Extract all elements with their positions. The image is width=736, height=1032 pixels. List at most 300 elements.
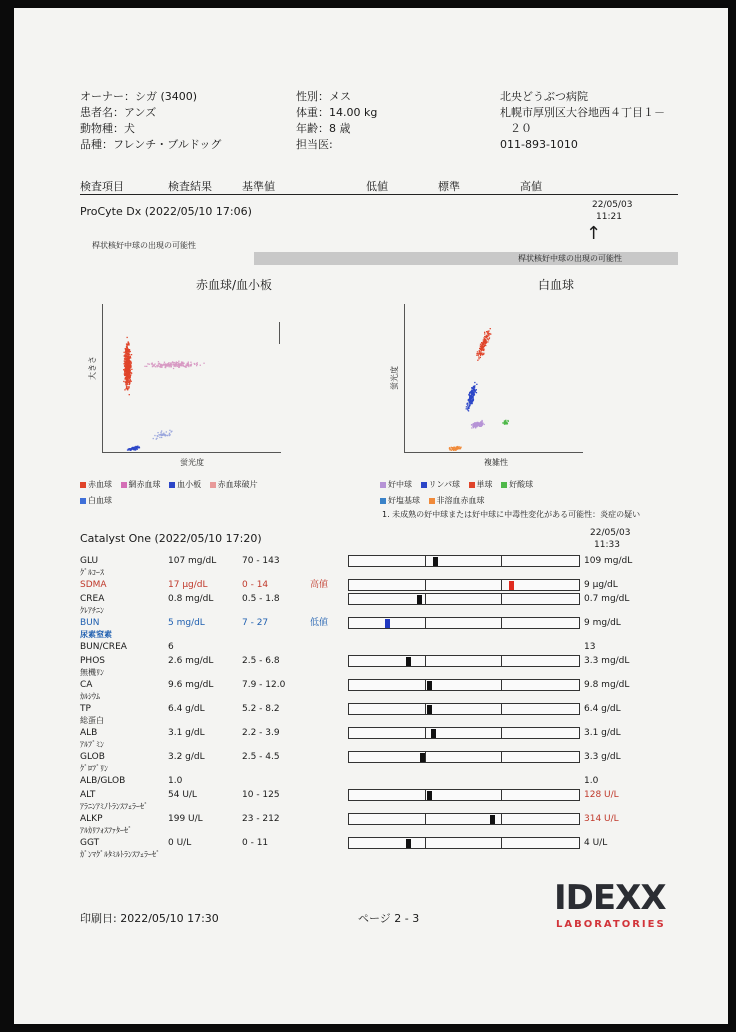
idexx-logo-sub: LABORATORIES (556, 919, 666, 930)
retic-point (152, 363, 153, 364)
analyte-result: 199 U/L (168, 814, 203, 824)
rbc-point (126, 349, 127, 350)
rbc-point (124, 352, 125, 353)
mono-point (482, 348, 483, 349)
rbc-point (129, 361, 130, 362)
sex: 性別：メス (296, 90, 351, 103)
analyte-subname: 尿素窒素 (80, 630, 112, 639)
legend-neut: 好中球 (388, 480, 412, 489)
result-marker (431, 729, 436, 738)
range-divider (425, 838, 426, 848)
frag-point (169, 430, 170, 431)
analyte-reference: 70 - 143 (242, 556, 280, 566)
mono-point (479, 350, 480, 351)
rbc-point (130, 379, 131, 380)
mono-point (487, 341, 488, 342)
frag-point (171, 431, 172, 432)
analyte-subname: ｱﾗﾆﾝｱﾐﾉﾄﾗﾝｽﾌｪﾗｰｾﾞ (80, 802, 148, 811)
analyte-result: 107 mg/dL (168, 556, 217, 566)
legend-swatch-red (80, 482, 86, 488)
result-marker (427, 705, 432, 714)
range-divider (501, 814, 502, 824)
page-number: ページ 2 - 3 (358, 912, 420, 925)
lymph-point (473, 392, 474, 393)
plot2-scatter (405, 304, 582, 451)
legend-swatch-purple (380, 482, 386, 488)
neut-point (473, 425, 474, 426)
retic-point (163, 364, 164, 365)
range-divider (501, 618, 502, 628)
rbc-point (124, 372, 125, 373)
analyte-name: GGT (80, 838, 100, 848)
range-divider (501, 728, 502, 738)
mono-point (480, 355, 481, 356)
mono-point (484, 336, 485, 337)
catalyst-time: 11:33 (594, 540, 620, 550)
retic-point (159, 366, 160, 367)
analyte-reference: 2.5 - 4.5 (242, 752, 280, 762)
frag-point (156, 438, 157, 439)
range-divider (425, 580, 426, 590)
rbc-point (126, 359, 127, 360)
idexx-logo: IDEXX (554, 878, 666, 918)
analyte-name: CA (80, 680, 93, 690)
plot1-ylabel: 大きさ (88, 356, 97, 380)
rbc-point (126, 363, 127, 364)
clinic-address-1: 札幌市厚別区大谷地西４丁目１－ (500, 106, 665, 119)
retic-point (155, 366, 156, 367)
legend-rbc-frag: 赤血球破片 (217, 480, 258, 489)
plot2-legend-row1 (380, 480, 533, 490)
mono-point (481, 350, 482, 351)
rbc-point (124, 359, 125, 360)
retic-point (188, 363, 189, 364)
retic-point (164, 362, 165, 363)
analyte-result: 2.6 mg/dL (168, 656, 214, 666)
result-marker (433, 557, 438, 566)
retic-point (157, 366, 158, 367)
range-bar (348, 703, 580, 715)
rbc-point (128, 364, 129, 365)
breed: 品種：フレンチ・ブルドッグ (80, 138, 222, 151)
rbc-point (127, 369, 128, 370)
rbc-point (124, 364, 125, 365)
analyte-subname: 無機ﾘﾝ (80, 668, 104, 677)
mono-point (488, 339, 489, 340)
retic-point (203, 363, 204, 364)
neut-point (484, 424, 485, 425)
rbc-point (125, 377, 126, 378)
nrbc-point (450, 449, 451, 450)
lymph-point (472, 403, 473, 404)
neut-point (481, 426, 482, 427)
header-rule (80, 194, 678, 195)
lymph-point (476, 384, 477, 385)
analyte-reference: 7.9 - 12.0 (242, 680, 286, 690)
eos-point (507, 420, 508, 421)
nrbc-point (454, 449, 455, 450)
range-divider (501, 594, 502, 604)
lymph-point (474, 385, 475, 386)
nrbc-point (458, 447, 459, 448)
rbc-point (126, 346, 127, 347)
result-marker (406, 839, 411, 848)
analyte-result: 9.6 mg/dL (168, 680, 214, 690)
neut-point (471, 427, 472, 428)
lymph-point (476, 392, 477, 393)
range-divider (501, 656, 502, 666)
rbc-point (127, 366, 128, 367)
legend-retic: 網赤血球 (128, 480, 161, 489)
analyte-subname: ｱﾙｶﾘﾌｫｽﾌｧﾀｰｾﾞ (80, 826, 132, 835)
rbc-point (126, 375, 127, 376)
frag-point (169, 433, 170, 434)
rbc-point (129, 384, 130, 385)
mono-point (484, 332, 485, 333)
analyte-result: 17 μg/dL (168, 580, 208, 590)
clinic-phone: 011-893-1010 (500, 138, 578, 151)
analyte-flag: 低値 (310, 618, 329, 628)
analyte-result: 5 mg/dL (168, 618, 205, 628)
mono-point (482, 345, 483, 346)
rbc-point (126, 356, 127, 357)
analyte-previous: 1.0 (584, 776, 599, 786)
analyte-previous: 3.3 mg/dL (584, 656, 630, 666)
retic-point (149, 364, 150, 365)
rbc-point (123, 369, 124, 370)
plt-point (131, 448, 132, 449)
range-divider (501, 790, 502, 800)
retic-point (158, 363, 159, 364)
analyte-subname: ｸﾞﾙｺｰｽ (80, 568, 104, 577)
retic-point (188, 362, 189, 363)
range-divider (425, 594, 426, 604)
nrbc-point (449, 448, 450, 449)
report-paper (14, 8, 728, 1024)
result-marker (420, 753, 425, 762)
legend-swatch-mono (469, 482, 475, 488)
retic-point (152, 366, 153, 367)
analyte-name: SDMA (80, 580, 107, 590)
lymph-point (474, 389, 475, 390)
mono-point (479, 348, 480, 349)
legend-plt: 血小板 (177, 480, 202, 489)
frag-point (153, 438, 154, 439)
nrbc-point (455, 447, 456, 448)
range-divider (425, 752, 426, 762)
col-result: 検査結果 (168, 180, 212, 193)
legend-wbc: 白血球 (88, 496, 112, 505)
rbc-point (129, 380, 130, 381)
lymph-point (474, 393, 475, 394)
range-bar (348, 555, 580, 567)
neut-point (477, 422, 478, 423)
col-low: 低値 (366, 180, 388, 193)
rbc-point (128, 351, 129, 352)
retic-point (168, 362, 169, 363)
rbc-point (123, 381, 124, 382)
retic-point (196, 365, 197, 366)
frag-point (160, 432, 161, 433)
retic-point (165, 367, 166, 368)
frag-point (165, 435, 166, 436)
catalyst-title: Catalyst One (2022/05/10 17:20) (80, 532, 262, 545)
analyte-name: PHOS (80, 656, 105, 666)
analyte-previous: 109 mg/dL (584, 556, 633, 566)
owner: オーナー：シガ (3400) (80, 90, 198, 103)
retic-point (159, 364, 160, 365)
lymph-point (466, 408, 467, 409)
nrbc-point (460, 447, 461, 448)
legend-swatch-wbc (80, 498, 86, 504)
retic-point (177, 364, 178, 365)
eos-point (505, 420, 506, 421)
range-divider (425, 790, 426, 800)
retic-point (174, 362, 175, 363)
frag-point (157, 436, 158, 437)
mono-point (488, 335, 489, 336)
rbc-point (125, 354, 126, 355)
rbc-point (127, 372, 128, 373)
analyte-previous: 9 mg/dL (584, 618, 621, 628)
retic-point (178, 361, 179, 362)
neut-point (474, 424, 475, 425)
retic-point (153, 364, 154, 365)
analyte-subname: ｶﾙｼｳﾑ (80, 692, 100, 701)
rbc-point (131, 369, 132, 370)
analyte-result: 0.8 mg/dL (168, 594, 214, 604)
retic-point (146, 366, 147, 367)
result-marker (385, 619, 390, 628)
rbc-point (131, 354, 132, 355)
retic-point (179, 367, 180, 368)
range-divider (501, 680, 502, 690)
legend-swatch-nrbc (429, 498, 435, 504)
up-arrow-icon: ↑ (586, 223, 602, 244)
mono-point (489, 333, 490, 334)
lymph-point (470, 403, 471, 404)
legend-swatch-lymph (421, 482, 427, 488)
analyte-result: 54 U/L (168, 790, 197, 800)
mono-point (478, 358, 479, 359)
retic-point (161, 365, 162, 366)
plt-point (135, 447, 136, 448)
mono-point (477, 360, 478, 361)
analyte-flag: 高値 (310, 580, 329, 590)
range-divider (501, 580, 502, 590)
lymph-point (472, 399, 473, 400)
rbc-point (126, 371, 127, 372)
range-divider (501, 752, 502, 762)
rbc-point (130, 361, 131, 362)
mono-point (483, 353, 484, 354)
range-divider (501, 838, 502, 848)
range-bar (348, 593, 580, 605)
analyte-previous: 9.8 mg/dL (584, 680, 630, 690)
analyte-result: 3.1 g/dL (168, 728, 205, 738)
range-divider (501, 704, 502, 714)
plot2-title: 白血球 (538, 278, 575, 292)
range-divider (425, 618, 426, 628)
analyte-result: 6 (168, 642, 174, 652)
lymph-point (469, 392, 470, 393)
plt-point (134, 448, 135, 449)
retic-point (170, 366, 171, 367)
mono-point (488, 332, 489, 333)
analyte-reference: 2.2 - 3.9 (242, 728, 280, 738)
rbc-point (128, 375, 129, 376)
range-bar (348, 655, 580, 667)
plt-point (137, 446, 138, 447)
mono-point (484, 333, 485, 334)
neut-point (481, 421, 482, 422)
neut-point (480, 424, 481, 425)
rbc-point (128, 366, 129, 367)
lymph-point (474, 382, 475, 383)
retic-point (144, 366, 145, 367)
range-divider (501, 556, 502, 566)
retic-point (158, 365, 159, 366)
retic-point (190, 362, 191, 363)
col-high: 高値 (520, 180, 542, 193)
range-bar (348, 679, 580, 691)
retic-point (158, 361, 159, 362)
frag-point (158, 434, 159, 435)
retic-point (182, 363, 183, 364)
analyte-previous: 3.3 g/dL (584, 752, 621, 762)
mono-point (476, 355, 477, 356)
lymph-point (472, 396, 473, 397)
lymph-point (469, 406, 470, 407)
nrbc-point (451, 447, 452, 448)
plt-point (138, 447, 139, 448)
retic-point (184, 366, 185, 367)
plot1-legend-row1 (80, 480, 258, 490)
rbc-point (128, 359, 129, 360)
retic-point (194, 363, 195, 364)
procyte-note-right: 桿状核好中球の出現の可能性 (518, 254, 622, 263)
procyte-time: 11:21 (596, 212, 622, 222)
retic-point (183, 365, 184, 366)
range-divider (425, 680, 426, 690)
mono-point (478, 355, 479, 356)
nrbc-point (454, 447, 455, 448)
rbc-point (128, 386, 129, 387)
rbc-point (130, 367, 131, 368)
analyte-reference: 0 - 11 (242, 838, 269, 848)
rbc-point (129, 374, 130, 375)
lymph-point (467, 403, 468, 404)
retic-point (186, 364, 187, 365)
neut-point (479, 424, 480, 425)
analyte-previous: 13 (584, 642, 596, 652)
legend-eos: 好酸球 (509, 480, 534, 489)
doctor: 担当医: (296, 138, 333, 151)
rbc-point (129, 383, 130, 384)
legend-swatch-lightred (210, 482, 216, 488)
range-bar (348, 727, 580, 739)
legend-rbc: 赤血球 (88, 480, 112, 489)
mono-point (484, 342, 485, 343)
clinic-name: 北央どうぶつ病院 (500, 90, 588, 103)
rbc-point (126, 386, 127, 387)
nrbc-point (460, 448, 461, 449)
frag-point (157, 432, 158, 433)
range-divider (425, 814, 426, 824)
analyte-name: TP (80, 704, 91, 714)
lymph-point (466, 406, 467, 407)
mono-point (483, 337, 484, 338)
analyte-subname: 総蛋白 (80, 716, 104, 725)
mono-point (485, 337, 486, 338)
plot1-title: 赤血球/血小板 (196, 278, 273, 292)
lymph-point (471, 402, 472, 403)
mono-point (480, 344, 481, 345)
animal-type: 動物種：犬 (80, 122, 135, 135)
range-bar (348, 789, 580, 801)
analyte-subname: ｱﾙﾌﾞﾐﾝ (80, 740, 104, 749)
legend-swatch-pink (121, 482, 127, 488)
rbc-point (126, 376, 127, 377)
lymph-point (467, 405, 468, 406)
result-marker (427, 681, 432, 690)
result-marker (490, 815, 495, 824)
rbc-point (126, 351, 127, 352)
col-reference: 基準値 (242, 180, 275, 193)
lymph-point (475, 391, 476, 392)
analyte-subname: ｶﾞﾝﾏｸﾞﾙﾀﾐﾙﾄﾗﾝｽﾌｪﾗｰｾﾞ (80, 850, 160, 859)
retic-point (147, 363, 148, 364)
plot1-scatter (103, 304, 280, 451)
rbc-point (129, 372, 130, 373)
analyte-previous: 4 U/L (584, 838, 608, 848)
frag-point (159, 437, 160, 438)
mono-point (484, 345, 485, 346)
catalyst-date: 22/05/03 (590, 528, 631, 538)
retic-point (190, 365, 191, 366)
rbc-point (125, 362, 126, 363)
analyte-name: ALKP (80, 814, 103, 824)
legend-swatch-eos (501, 482, 507, 488)
retic-point (200, 365, 201, 366)
result-marker (427, 791, 432, 800)
mono-point (480, 354, 481, 355)
lymph-point (469, 395, 470, 396)
rbc-point (127, 344, 128, 345)
eos-point (506, 422, 507, 423)
rbc-point (128, 343, 129, 344)
range-divider (425, 728, 426, 738)
analyte-previous: 6.4 g/dL (584, 704, 621, 714)
retic-point (176, 363, 177, 364)
analyte-reference: 5.2 - 8.2 (242, 704, 280, 714)
analyte-name: GLOB (80, 752, 105, 762)
retic-point (178, 363, 179, 364)
retic-point (156, 365, 157, 366)
col-normal: 標準 (438, 180, 460, 193)
analyte-name: BUN/CREA (80, 642, 127, 652)
procyte-inflammation-note: 1. 未成熟の好中球または好中球に中毒性変化がある可能性：炎症の疑い (382, 510, 641, 519)
mono-point (482, 346, 483, 347)
lymph-point (467, 407, 468, 408)
col-item: 検査項目 (80, 180, 124, 193)
lymph-point (473, 388, 474, 389)
retic-point (166, 365, 167, 366)
analyte-result: 6.4 g/dL (168, 704, 205, 714)
clinic-address-2: ２０ (510, 122, 532, 135)
neut-point (477, 424, 478, 425)
plt-point (129, 448, 130, 449)
